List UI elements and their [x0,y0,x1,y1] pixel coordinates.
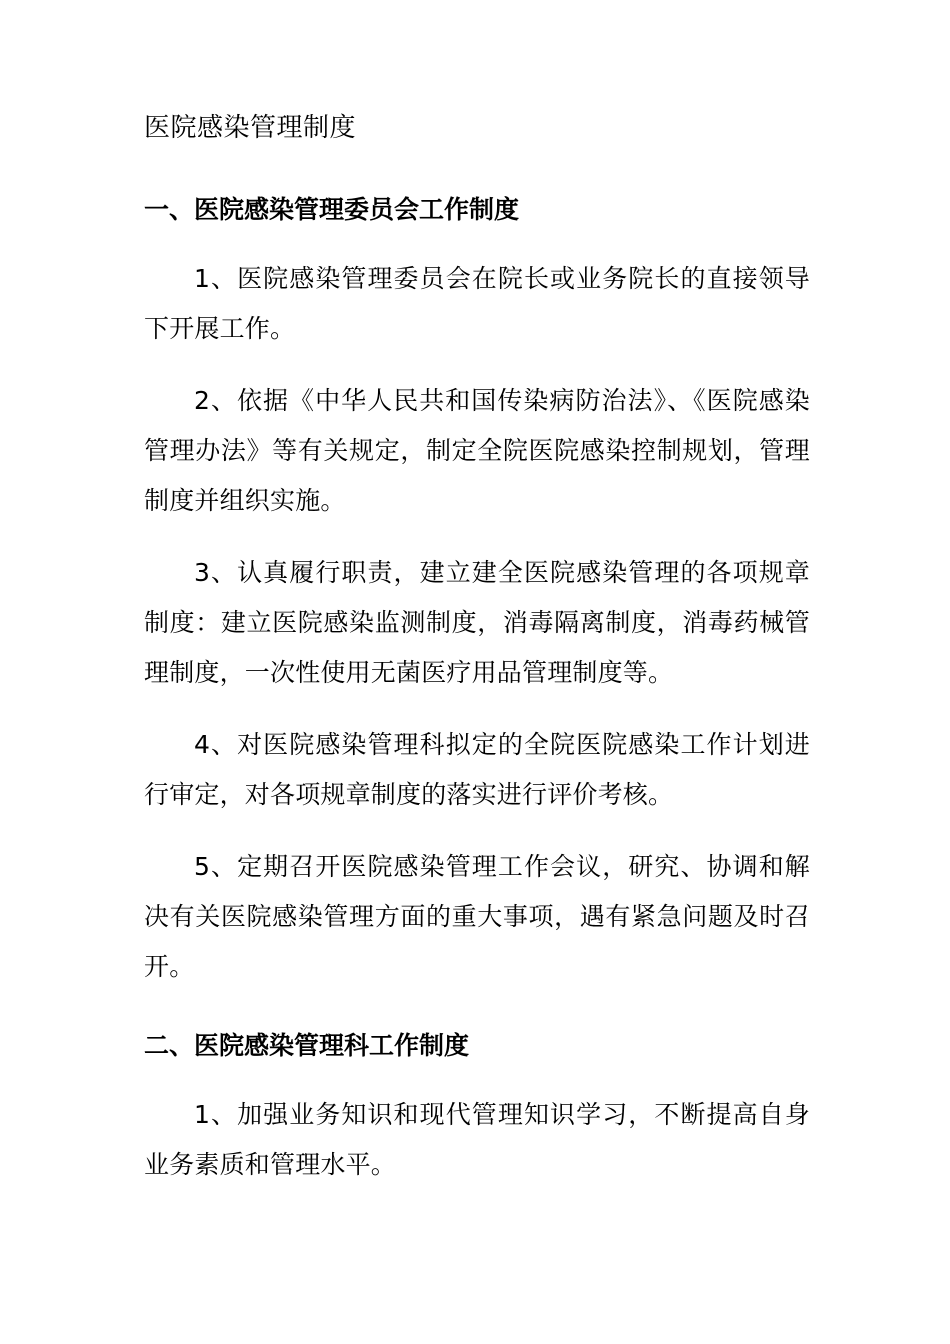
section-2-paragraph-1: 1、加强业务知识和现代管理知识学习，不断提高自身业务素质和管理水平。 [144,1100,810,1179]
section-1-paragraph-5: 5、定期召开医院感染管理工作会议，研究、协调和解决有关医院感染管理方面的重大事项，遇有紧急问题及时召开。 [144,852,810,981]
section-1-paragraph-1: 1、医院感染管理委员会在院长或业务院长的直接领导下开展工作。 [144,264,810,343]
section-1-paragraph-3: 3、认真履行职责，建立建全医院感染管理的各项规章制度：建立医院感染监测制度，消毒隔离制度，消毒药械管理制度，一次性使用无菌医疗用品管理制度等。 [144,558,810,687]
section-1-paragraph-2: 2、依据《中华人民共和国传染病防治法》、《医院感染管理办法》等有关规定，制定全院医院感染控制规划，管理制度并组织实施。 [144,386,810,515]
document-title: 医院感染管理制度 [144,113,357,143]
section-heading-2: 二、医院感染管理科工作制度 [144,1031,470,1060]
section-heading-1: 一、医院感染管理委员会工作制度 [144,195,520,224]
section-1-paragraph-4: 4、对医院感染管理科拟定的全院医院感染工作计划进行审定，对各项规章制度的落实进行评价考核。 [144,730,810,809]
